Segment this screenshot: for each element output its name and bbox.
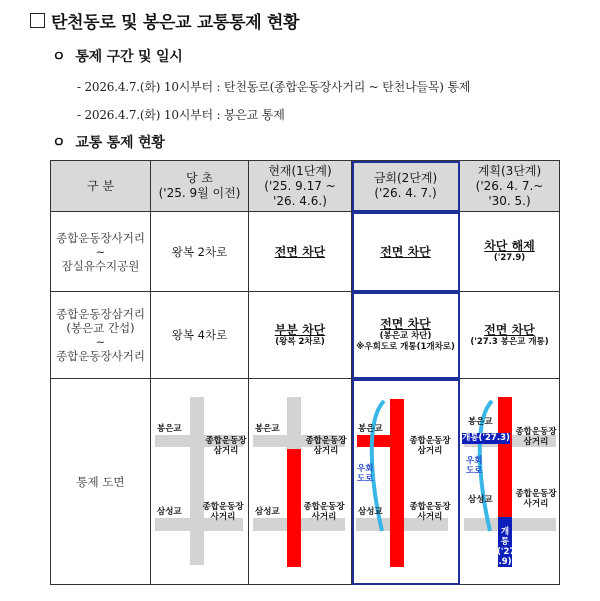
row2-plan: 전면 차단 ('27.3 봉은교 개통): [460, 292, 560, 379]
map-stage2: [352, 379, 460, 585]
map-current-roads: [249, 379, 352, 584]
map-current: [249, 379, 352, 585]
label-junction3: 종합운동장 삼거리: [205, 436, 247, 456]
label-junction3: 종합운동장 삼거리: [305, 436, 347, 456]
section-heading-2: [52, 132, 165, 152]
label-samseong: 삼성교: [255, 507, 280, 517]
label-detour: 우회 도로: [357, 464, 374, 484]
row1-section: 종합운동장사거리 ~ 잠실유수지공원: [51, 212, 151, 292]
row2-stage2: 전면 차단 (봉은교 차단) ※우회도로 개통(1개차로): [352, 292, 460, 379]
control-line-2: - 2026.4.7.(화) 10시부터 : 봉은교 통제: [77, 108, 285, 122]
page-title: 탄천동로 및 봉은교 교통통제 현황: [51, 12, 300, 33]
header-category: 구 분: [51, 161, 151, 212]
label-bongeun: 봉은교: [468, 417, 493, 427]
row1-original: 왕복 2차로: [151, 212, 249, 292]
label-bongeun: 봉은교: [255, 424, 280, 434]
header-plan: 계획(3단계) ('26. 4. 7.~ '30. 5.): [460, 161, 560, 212]
bullet-icon: ㅇ: [52, 49, 66, 65]
label-samseong: 삼성교: [157, 507, 182, 517]
label-junction3: 종합운동장 삼거리: [409, 436, 451, 456]
label-samseong: 삼성교: [468, 495, 493, 505]
row1-current: 전면 차단: [249, 212, 352, 292]
row2-original: 왕복 4차로: [151, 292, 249, 379]
badge-open-2709: 개통 ('27 .9): [497, 527, 516, 567]
label-junction4: 종합운동장 사거리: [515, 489, 557, 509]
header-current: 현재(1단계) ('25. 9.17 ~ '26. 4.6.): [249, 161, 352, 212]
section-heading-1: [52, 46, 183, 66]
label-junction4: 종합운동장 사거리: [409, 502, 451, 522]
row2-current: 부분 차단 (왕복 2차로): [249, 292, 352, 379]
header-stage2: 금회(2단계) ('26. 4. 7.): [352, 161, 460, 212]
label-junction4: 종합운동장 사거리: [303, 502, 345, 522]
badge-open-2703: 개통('27.3): [462, 433, 510, 443]
checkbox-icon: [30, 13, 45, 28]
map-original-roads: [151, 379, 249, 584]
section-heading-label: 교통 통제 현황: [75, 135, 165, 151]
control-line-1: - 2026.4.7.(화) 10시부터 : 탄천동로(종합운동장사거리 ~ 탄천나들목) 통제: [77, 80, 471, 94]
header-original: 당 초 ('25. 9월 이전): [151, 161, 249, 212]
label-junction4: 종합운동장 사거리: [202, 502, 244, 522]
label-samseong: 삼성교: [358, 507, 383, 517]
table-row: [51, 212, 560, 292]
closure-segment: [390, 399, 404, 567]
table-header-row: [51, 161, 560, 212]
map-original: [151, 379, 249, 585]
row1-stage2: 전면 차단: [352, 212, 460, 292]
page-title-row: [30, 8, 299, 32]
table-row: [51, 379, 560, 585]
table-row: [51, 292, 560, 379]
row3-section: 통제 도면: [51, 379, 151, 585]
label-detour: 우회 도로: [466, 456, 483, 476]
map-plan: [460, 379, 560, 585]
label-bongeun: 봉은교: [157, 424, 182, 434]
section-heading-label: 통제 구간 및 일시: [75, 49, 183, 65]
closure-segment: [498, 397, 512, 517]
label-junction3: 종합운동장 삼거리: [515, 427, 557, 447]
label-bongeun: 봉은교: [358, 424, 383, 434]
bullet-icon: ㅇ: [52, 135, 66, 151]
row1-plan: 차단 해제 ('27.9): [460, 212, 560, 292]
traffic-control-table: [50, 160, 560, 585]
row2-section: 종합운동장삼거리 (봉은교 간섭) ~ 종합운동장사거리: [51, 292, 151, 379]
